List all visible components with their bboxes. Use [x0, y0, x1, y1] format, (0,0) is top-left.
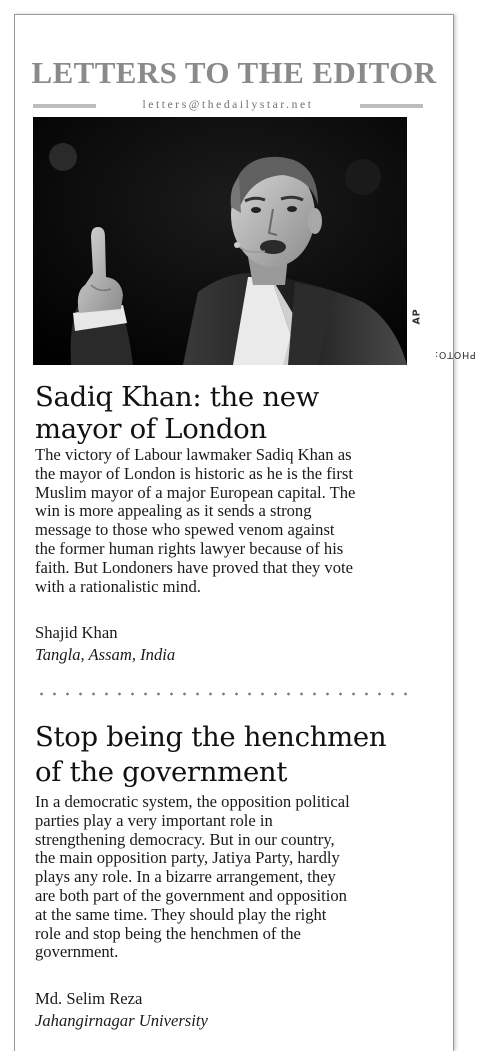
letter-2-body-line: parties play a very important role in — [35, 810, 273, 830]
letter-separator — [35, 692, 415, 696]
letter-2-body-line: government. — [35, 942, 119, 962]
letter-2-body-line: In a democratic system, the opposition political — [35, 792, 350, 811]
letter-1-body-line: faith. But Londoners have proved that they vote — [35, 557, 353, 577]
letter-1-body-line: with a rationalistic mind. — [35, 576, 201, 596]
letter-2-body-line: at the same time. They should play the right — [35, 904, 327, 924]
letter-1-body-line: win is more appealing as it sends a strong — [35, 501, 312, 521]
letter-1-body-line: The victory of Labour lawmaker Sadiq Khan as — [35, 445, 352, 464]
letter-2-body-line: role and stop being the henchmen of the — [35, 923, 301, 943]
email-row — [33, 97, 423, 113]
letter-1-headline-line-1: Sadiq Khan: the new — [35, 381, 319, 413]
letter-2-body-line: plays any role. In a bizarre arrangement, they — [35, 867, 336, 887]
photo-credit-label: PHOTO: — [434, 349, 476, 360]
letter-2-body-line: the main opposition party, Jatiya Party, hardly — [35, 848, 340, 868]
letter-2-body — [35, 793, 431, 962]
letter-1-location: Tangla, Assam, India — [35, 645, 176, 664]
letter-1-body-line: the former human rights lawyer because of his — [35, 538, 344, 558]
letter-1-headline-line-2: mayor of London — [35, 413, 267, 445]
letters-page — [14, 14, 476, 1051]
editor-email[interactable]: letters@thedailystar.net — [142, 99, 314, 111]
letter-2-location: Jahangirnagar University — [35, 1011, 208, 1030]
letter-2-author: Md. Selim Reza — [35, 989, 143, 1008]
photo-credit — [409, 273, 476, 365]
section-title: LETTERS TO THE EDITOR — [31, 55, 437, 90]
letter-1-body-line: message to those who spewed venom against — [35, 520, 335, 540]
letter-1-body-line: Muslim mayor of a major European capital. The — [35, 482, 356, 502]
news-photo — [33, 117, 407, 365]
letter-1-body-line: the mayor of London is historic as he is the first — [35, 463, 353, 483]
letter-1-author: Shajid Khan — [35, 623, 118, 642]
letter-2-body-line: are both part of the government and opposition — [35, 885, 347, 905]
letter-2-body-line: strengthening democracy. But in our country, — [35, 829, 335, 849]
letter-1-body — [35, 446, 431, 596]
divider-right — [360, 104, 423, 108]
photo-credit-source: AP — [411, 308, 423, 325]
letter-2-headline-line-2: of the government — [35, 756, 288, 788]
letter-2-headline-line-1: Stop being the henchmen — [35, 721, 387, 753]
